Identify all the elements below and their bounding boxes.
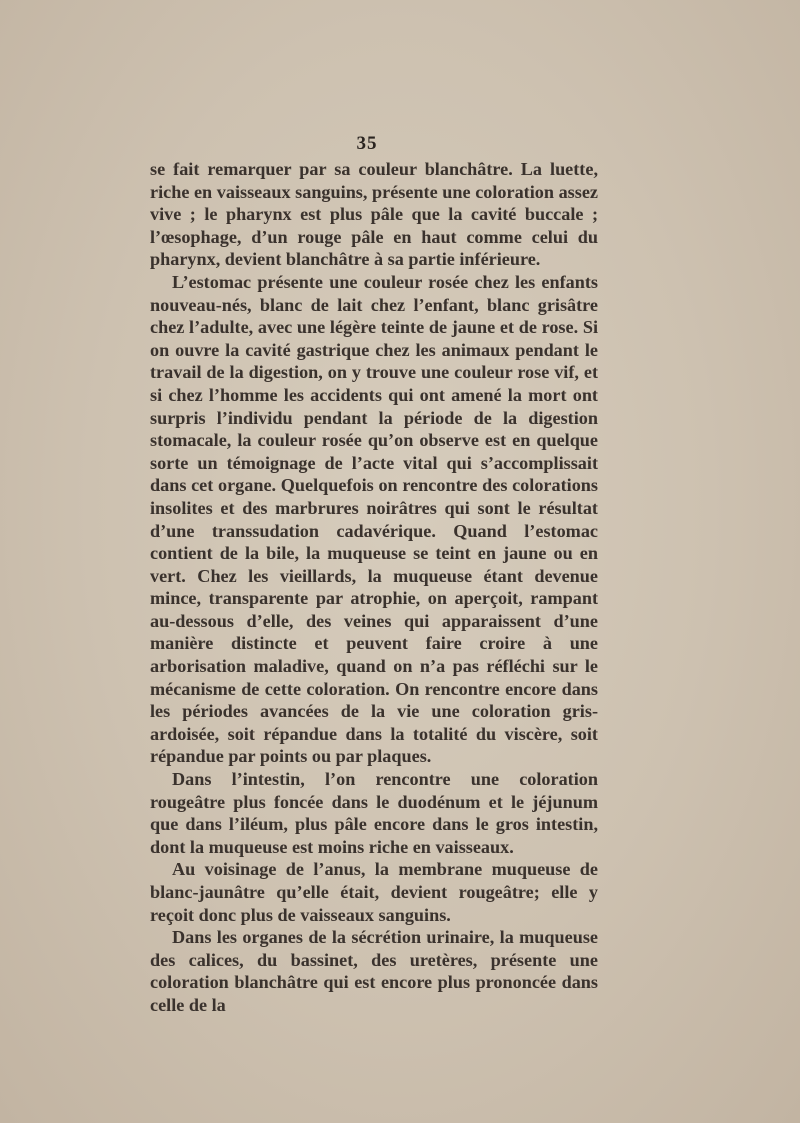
paragraph-4: Au voisinage de l’anus, la membrane muqueuse de blanc-jaunâtre qu’elle était, devient rougeâtre; elle y reçoit donc plus de vaisseaux sanguins. <box>150 859 598 925</box>
paragraph-3: Dans l’intestin, l’on rencontre une coloration rougeâtre plus foncée dans le duodénum et le jéjunum que dans l’iléum, plus pâle encore dans le gros intestin, dont la muqueuse est moins riche en vaisseaux. <box>150 769 598 857</box>
paragraph-1: se fait remarquer par sa couleur blanchâtre. La luette, riche en vaisseaux sanguins, présente une coloration assez vive ; le pharynx est plus pâle que la cavité buccale ; l’œsophage, d’un rouge pâle en haut comme celui du pharynx, devient blanchâtre à sa partie inférieure. <box>150 159 598 270</box>
paragraph-5: Dans les organes de la sécrétion urinaire, la muqueuse des calices, du bassinet, des uretères, présente une coloration blanchâtre qui est encore plus prononcée dans celle de la <box>150 927 598 1015</box>
paragraph-2: L’estomac présente une couleur rosée chez les enfants nouveau-nés, blanc de lait chez l’enfant, blanc grisâtre chez l’adulte, avec une légère teinte de jaune et de rose. Si on ouvre la cavité gastrique chez les animaux pendant le travail de la digestion, on y trouve une couleur rose vif, et si chez l’homme les accidents qui ont amené la mort ont surpris l’individu pendant la période de la digestion stomacale, la couleur rosée qu’on observe est en quelque sorte un témoignage de l’acte vital qui s’accomplissait dans cet organe. Quelquefois on rencontre des colorations insolites et des marbrures noirâtres qui sont le résultat d’une transsudation cadavérique. Quand l’estomac contient de la bile, la muqueuse se teint en jaune ou en vert. Chez les vieillards, la muqueuse étant devenue mince, transparente par atrophie, on aperçoit, rampant au-dessous d’elle, des veines qui apparaissent d’une manière distincte et peuvent faire croire à une arborisation maladive, quand on n’a pas réfléchi sur le mécanisme de cette coloration. On rencontre encore dans les périodes avancées de la vie une coloration gris-ardoisée, soit répandue dans la totalité du viscère, soit répandue par points ou par plaques. <box>150 271 598 767</box>
body-text <box>150 158 598 1017</box>
page-number: 35 <box>356 133 378 154</box>
